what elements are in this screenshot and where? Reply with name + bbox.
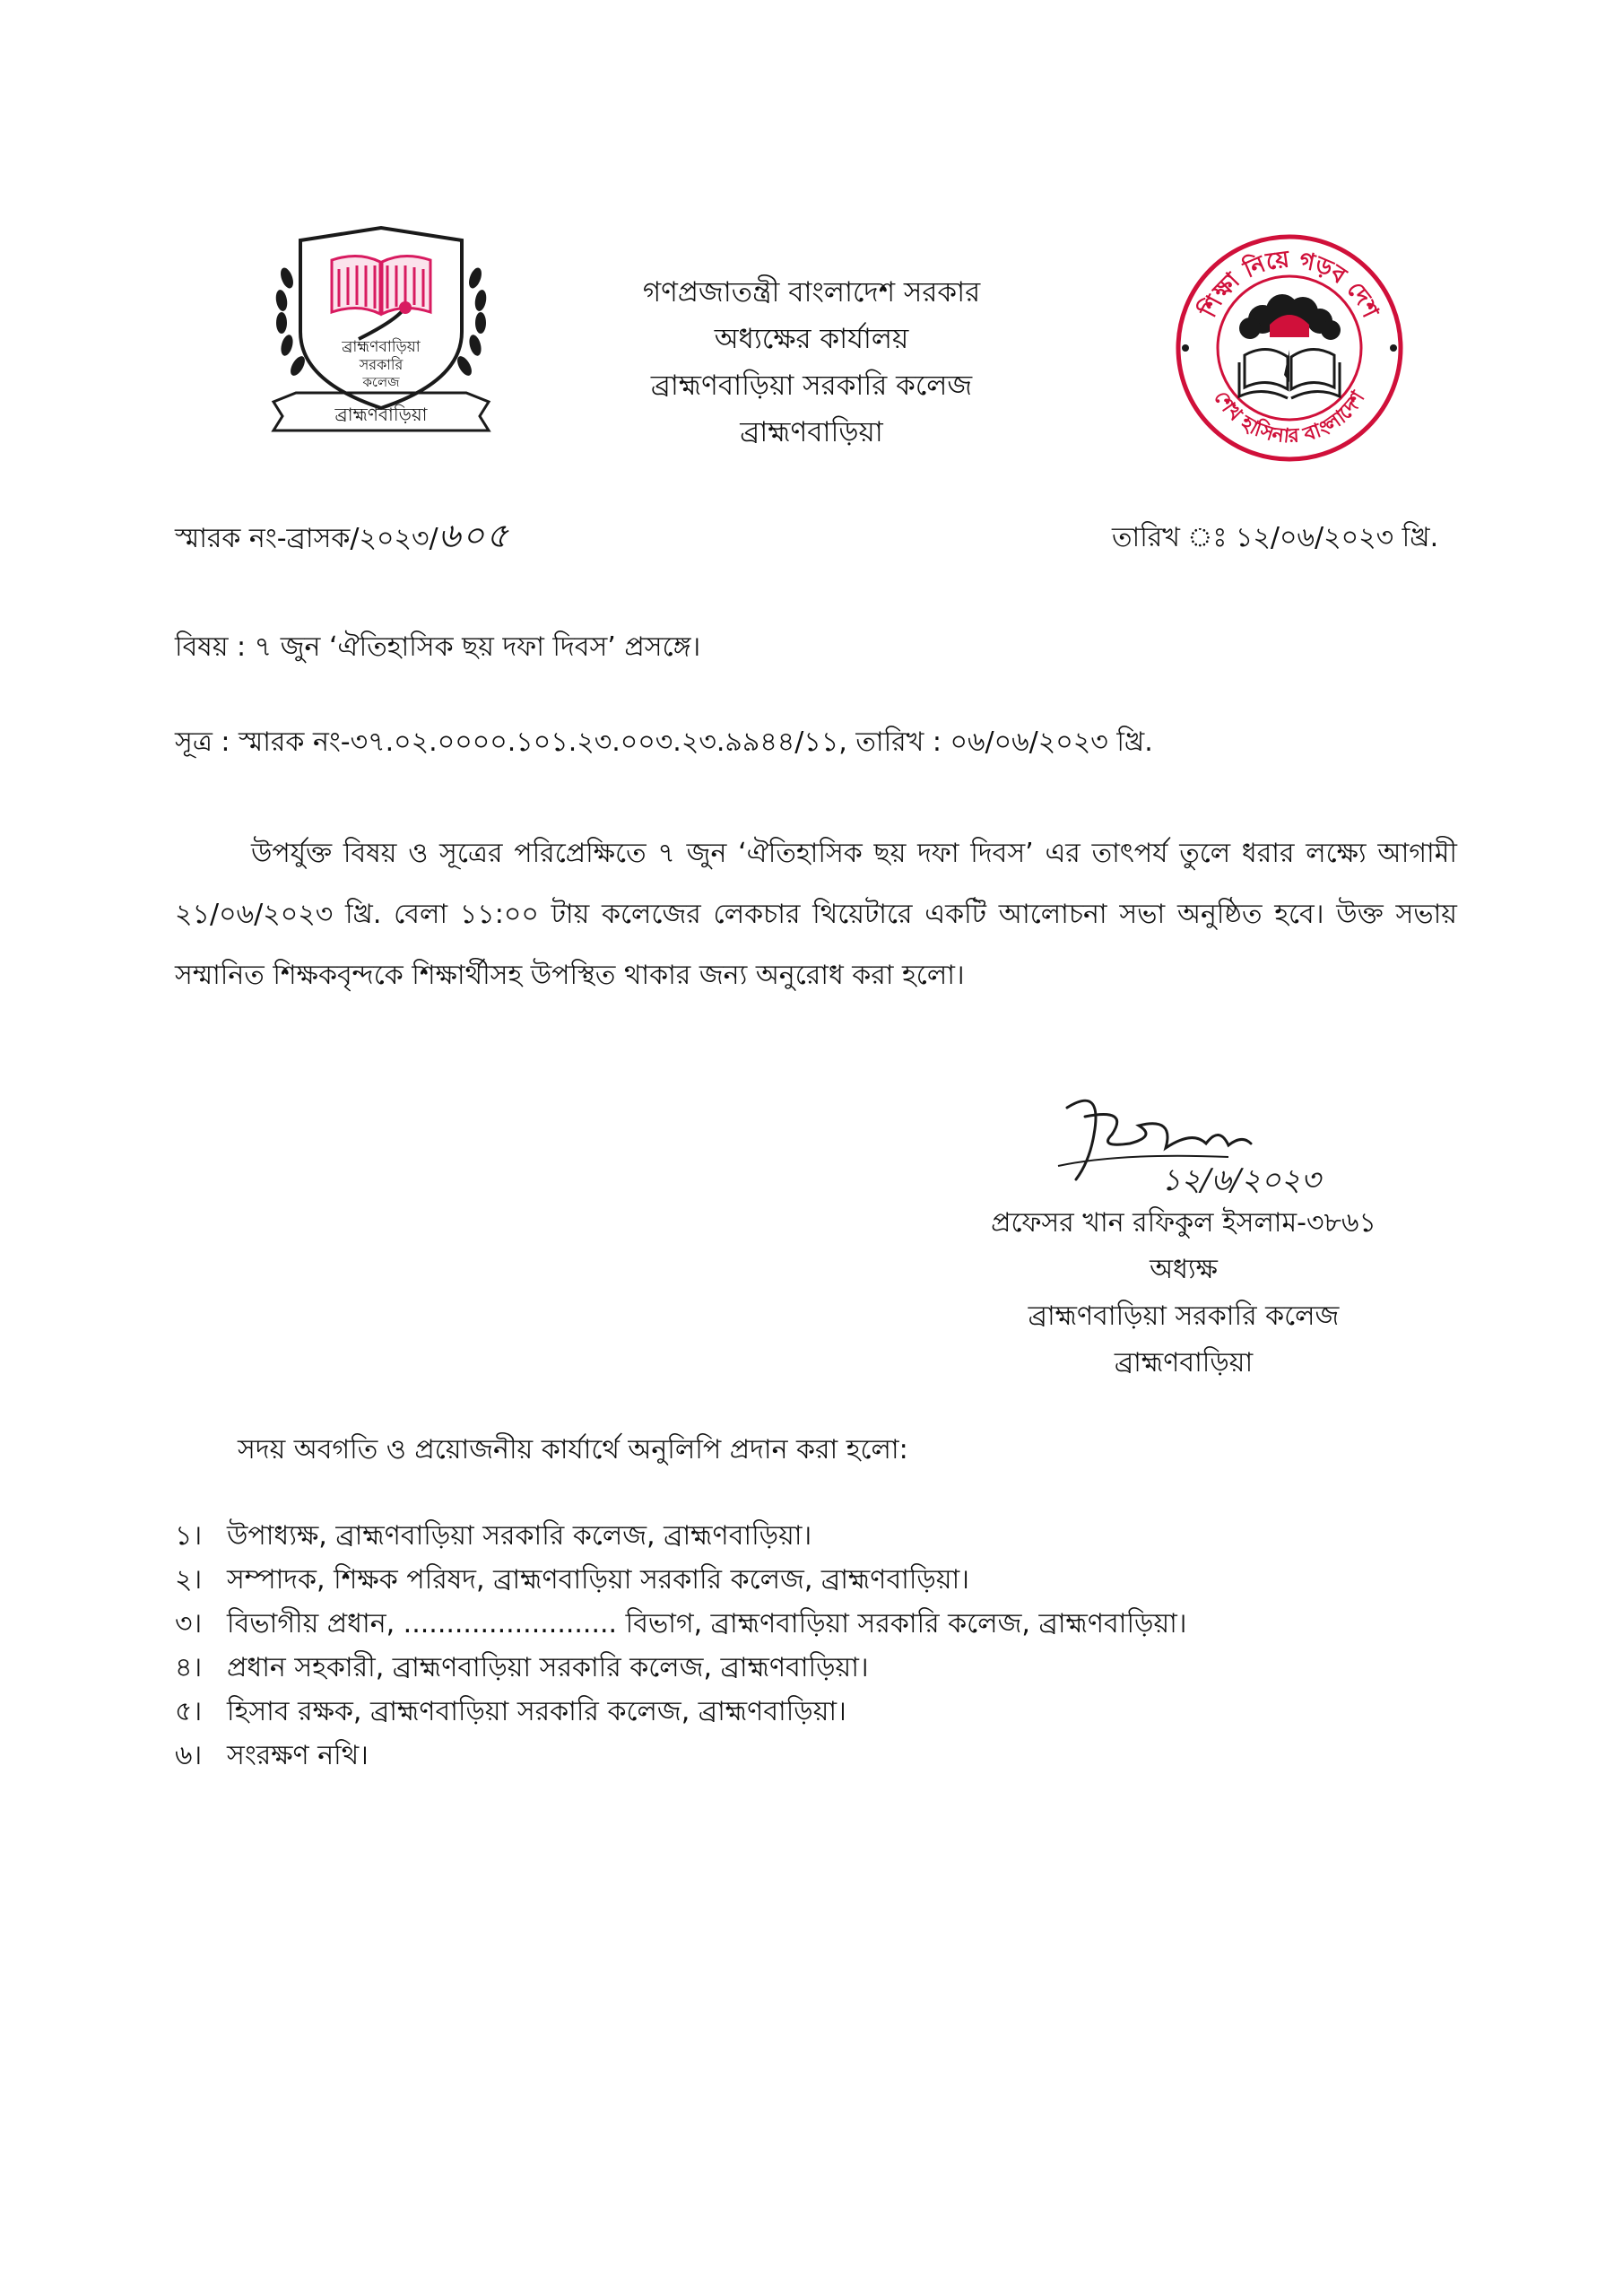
memo-prefix: স্মারক নং-ব্রাসক/২০২৩/ [175, 523, 438, 554]
source-reference: সূত্র : স্মারক নং-৩৭.০২.০০০০.১০১.২৩.০০৩.২৩.৯৯৪৪/১১, তারিখ : ০৬/০৬/২০২৩ খ্রি. [175, 726, 1153, 758]
list-item-text: হিসাব রক্ষক, ব্রাহ্মণবাড়িয়া সরকারি কলেজ, ব্রাহ্মণবাড়িয়া। [227, 1696, 846, 1727]
signature-graphic [1049, 1081, 1372, 1215]
crest-ribbon-text: ব্রাহ্মণবাড়িয়া [334, 404, 428, 425]
list-item-number: ৬। [175, 1740, 203, 1771]
list-item-number: ২। [175, 1564, 203, 1596]
issue-date: তারিখ ঃ ১২/০৬/২০২৩ খ্রি. [1112, 522, 1439, 553]
signature-date: ১২/৬/২০২৩ [1161, 1162, 1321, 1198]
education-seal-icon [1173, 231, 1406, 465]
crest-text-2: সরকারি [359, 356, 404, 373]
signatory-location: ব্রাহ্মণবাড়িয়া [1114, 1347, 1254, 1378]
header-office: অধ্যক্ষের কার্যালয় [714, 323, 909, 355]
handwritten-signature [1049, 1081, 1372, 1215]
office-header [502, 269, 1121, 456]
college-crest-icon [269, 224, 493, 435]
college-crest-graphic [269, 224, 493, 435]
copy-intro: সদয় অবগতি ও প্রয়োজনীয় কার্যার্থে অনুলিপি প্রদান করা হলো: [238, 1434, 908, 1465]
list-item-text: সম্পাদক, শিক্ষক পরিষদ, ব্রাহ্মণবাড়িয়া সরকারি কলেজ, ব্রাহ্মণবাড়িয়া। [227, 1564, 969, 1596]
list-item-text: উপাধ্যক্ষ, ব্রাহ্মণবাড়িয়া সরকারি কলেজ, ব্রাহ্মণবাড়িয়া। [227, 1520, 812, 1552]
signatory-institution: ব্রাহ্মণবাড়িয়া সরকারি কলেজ [1028, 1300, 1340, 1332]
signatory-block [933, 1200, 1435, 1387]
signatory-name: প্রফেসর খান রফিকুল ইসলাম-৩৮৬১ [991, 1207, 1376, 1239]
list-item-number: ৪। [175, 1652, 203, 1683]
list-item [175, 1646, 1187, 1690]
copy-list [175, 1514, 1187, 1778]
list-item [175, 1602, 1187, 1646]
body-text: উপর্যুক্ত বিষয় ও সূত্রের পরিপ্রেক্ষিতে ৭ জুন ‘ঐতিহাসিক ছয় দফা দিবস’ এর তাৎপর্য তুলে ধরার লক্ষ্যে আগামী ২১/০৬/২০২৩ খ্রি. বেলা ১১:০০ টায় কলেজের লেকচার থিয়েটারে একটি আলোচনা সভা অনুষ্ঠিত হবে। উক্ত সভায় সম্মানিত শিক্ষকবৃন্দকে শিক্ষার্থীসহ উপস্থিত থাকার জন্য অনুরোধ করা হলো। [175, 838, 1457, 991]
memo-number [175, 509, 510, 567]
memo-handwritten-number: ৬০৫ [438, 516, 510, 555]
list-item-number: ৫। [175, 1696, 203, 1727]
header-government: গণপ্রজাতন্ত্রী বাংলাদেশ সরকার [642, 276, 981, 309]
list-item-number: ৩। [175, 1608, 203, 1639]
list-item-text: সংরক্ষণ নথি। [227, 1740, 369, 1771]
seal-bottom-text: শেখ হাসিনার বাংলাদেশ [1209, 387, 1370, 448]
header-location: ব্রাহ্মণবাড়িয়া [740, 416, 883, 448]
list-item-text: বিভাগীয় প্রধান, ......................... বিভাগ, ব্রাহ্মণবাড়িয়া সরকারি কলেজ, ব্রাহ্মণবাড়িয়া। [227, 1608, 1187, 1639]
crest-text-3: কলেজ [362, 374, 400, 390]
crest-text-1: ব্রাহ্মণবাড়িয়া [342, 338, 421, 356]
header-college: ব্রাহ্মণবাড়িয়া সরকারি কলেজ [650, 370, 973, 402]
list-item-number: ১। [175, 1520, 203, 1552]
list-item [175, 1734, 1187, 1778]
subject-line: বিষয় : ৭ জুন ‘ঐতিহাসিক ছয় দফা দিবস’ প্রসঙ্গে। [175, 631, 701, 663]
list-item [175, 1690, 1187, 1734]
signatory-designation: অধ্যক্ষ [1150, 1254, 1218, 1285]
body-paragraph [175, 823, 1457, 1006]
seal-top-text: শিক্ষা নিয়ে গড়ব দেশ [1194, 246, 1384, 323]
list-item [175, 1558, 1187, 1602]
list-item-text: প্রধান সহকারী, ব্রাহ্মণবাড়িয়া সরকারি কলেজ, ব্রাহ্মণবাড়িয়া। [227, 1652, 869, 1683]
education-seal-graphic [1173, 231, 1406, 465]
list-item [175, 1514, 1187, 1558]
